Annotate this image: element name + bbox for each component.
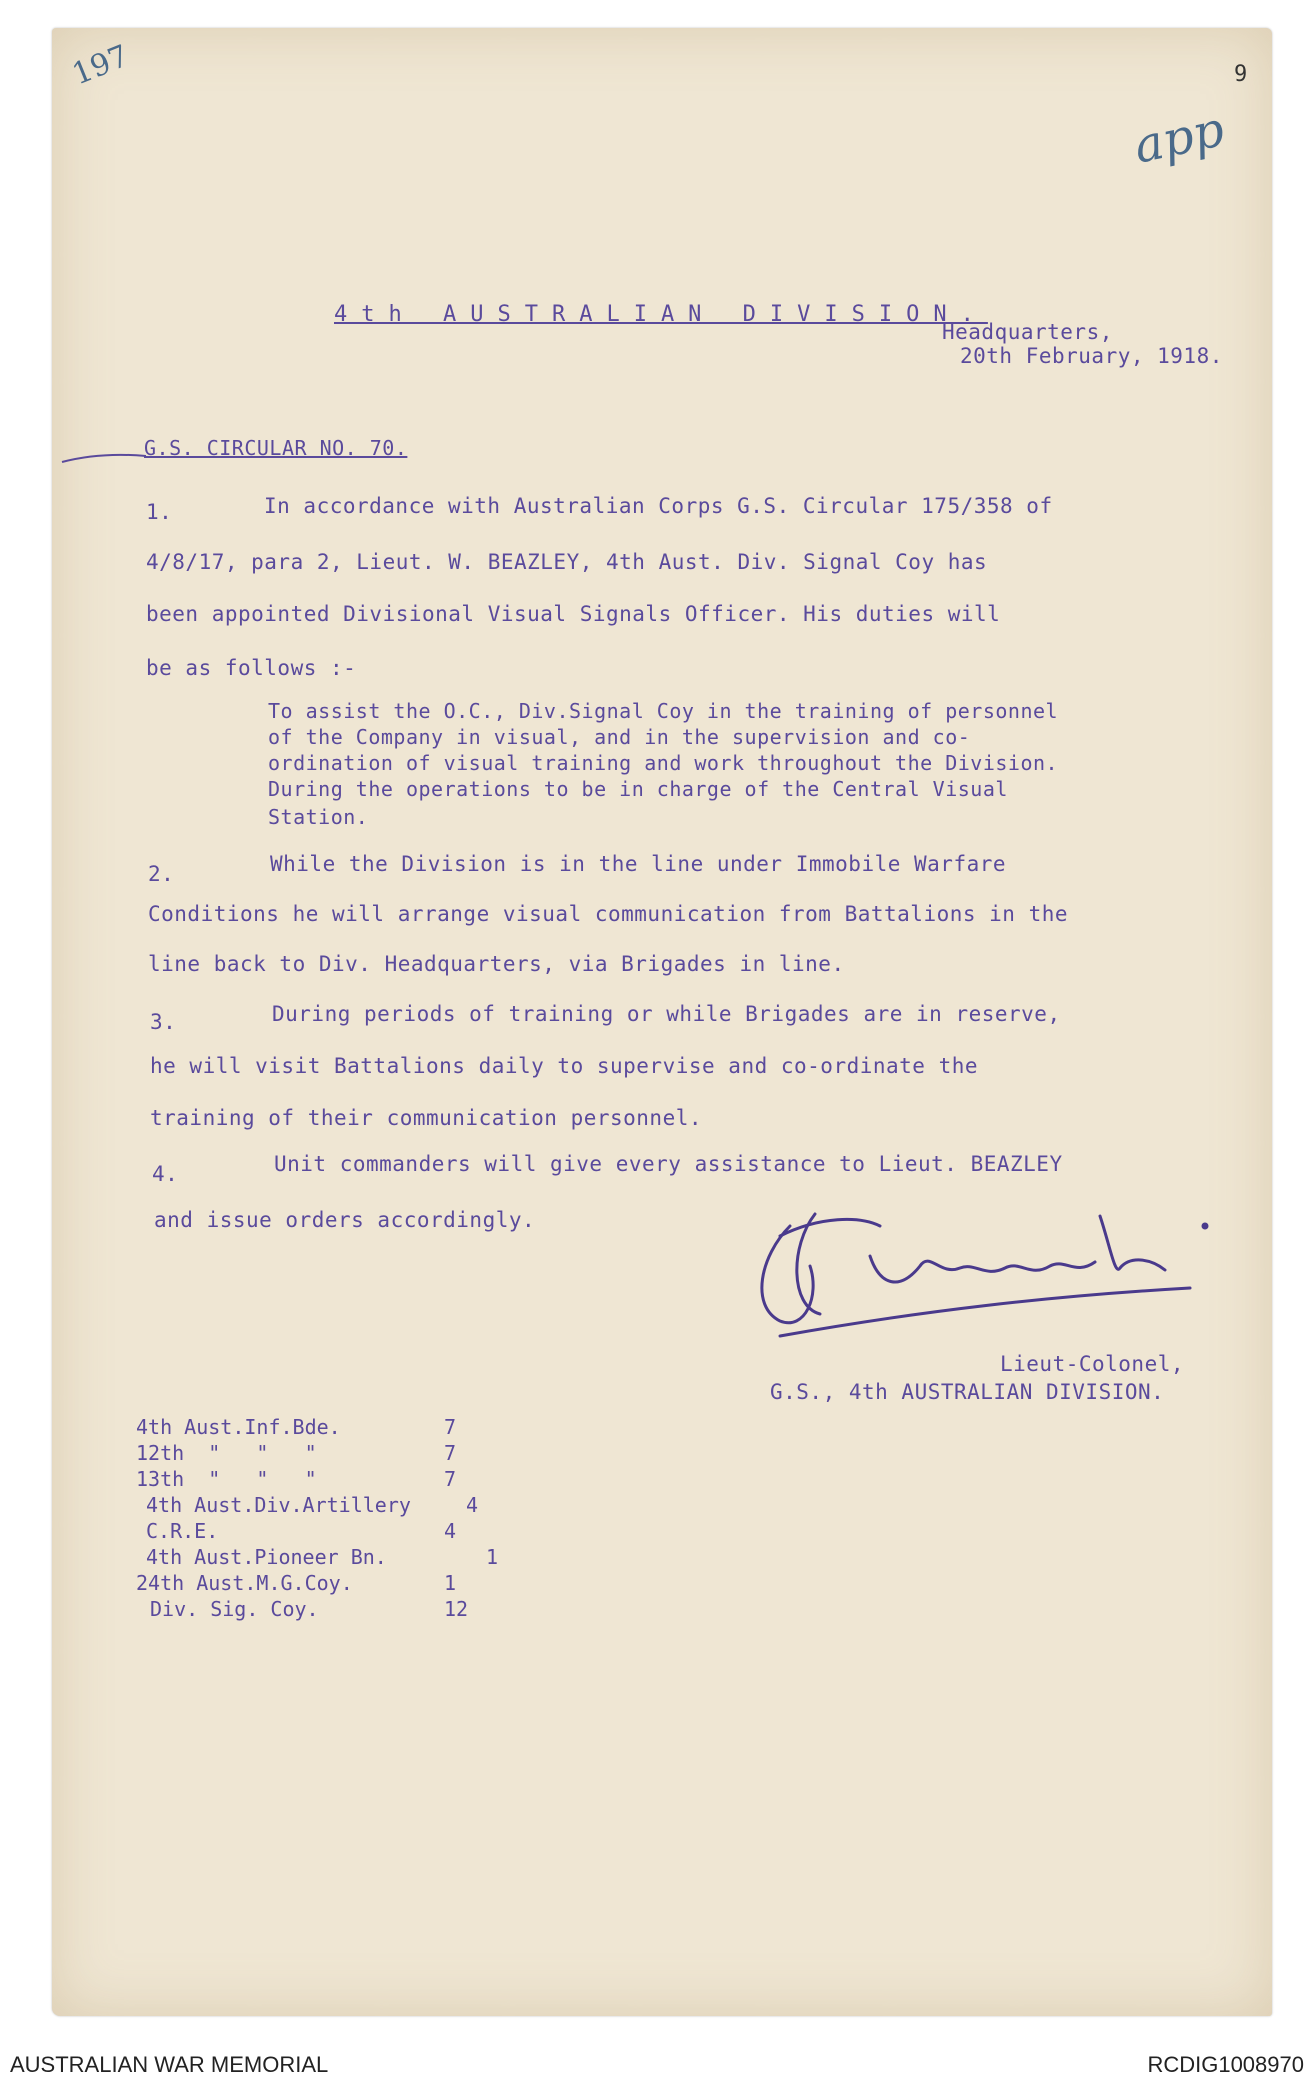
- distribution-copies: 7: [444, 1467, 457, 1491]
- distribution-row: [136, 1492, 498, 1518]
- distribution-copies: 1: [486, 1545, 499, 1569]
- duties-line: ordination of visual training and work throughout the Division.: [268, 751, 1059, 775]
- distribution-copies: 4: [444, 1519, 457, 1543]
- paragraph-line: training of their communication personnel.: [150, 1106, 703, 1130]
- footer-institution: AUSTRALIAN WAR MEMORIAL: [10, 2052, 329, 2077]
- distribution-unit: 4th Aust.Div.Artillery: [146, 1493, 411, 1517]
- paragraph-line: Conditions he will arrange visual communication from Battalions in the: [148, 902, 1069, 926]
- headquarters-label: Headquarters,: [942, 320, 1113, 344]
- distribution-copies: 4: [466, 1493, 479, 1517]
- handwritten-signature: [720, 1196, 1220, 1346]
- paragraph-number: 3.: [150, 1010, 177, 1034]
- duties-line: of the Company in visual, and in the supervision and co-: [268, 725, 971, 749]
- paragraph-line: Unit commanders will give every assistance to Lieut. BEAZLEY: [274, 1152, 1063, 1176]
- document-date: 20th February, 1918.: [960, 344, 1223, 368]
- paragraph-line: be as follows :-: [146, 656, 357, 680]
- distribution-unit: 4th Aust.Pioneer Bn.: [146, 1545, 387, 1569]
- signatory-rank: Lieut-Colonel,: [1000, 1352, 1185, 1376]
- distribution-copies: 7: [444, 1441, 457, 1465]
- distribution-row: [136, 1570, 498, 1596]
- distribution-unit: C.R.E.: [146, 1519, 219, 1543]
- distribution-unit: Div. Sig. Coy.: [150, 1597, 319, 1621]
- paragraph-number: 4.: [152, 1162, 179, 1186]
- paragraph-line: he will visit Battalions daily to supervise and co-ordinate the: [150, 1054, 979, 1078]
- paragraph-number: 1.: [146, 500, 173, 524]
- paragraph-line: and issue orders accordingly.: [154, 1208, 536, 1232]
- distribution-unit: 13th " " ": [136, 1467, 317, 1491]
- distribution-unit: 12th " " ": [136, 1441, 317, 1465]
- distribution-unit: 4th Aust.Inf.Bde.: [136, 1415, 341, 1439]
- paragraph-line: In accordance with Australian Corps G.S. Circular 175/358 of: [264, 494, 1053, 518]
- distribution-copies: 12: [444, 1597, 469, 1621]
- distribution-row: [136, 1596, 498, 1622]
- distribution-row: [136, 1544, 498, 1570]
- circular-pen-stroke: [60, 440, 150, 470]
- duties-line: During the operations to be in charge of the Central Visual: [268, 777, 1008, 801]
- circular-number: G.S. CIRCULAR NO. 70.: [144, 436, 408, 460]
- paragraph-number: 2.: [148, 862, 175, 886]
- division-title: 4th AUSTRALIAN DIVISION.: [334, 302, 988, 327]
- duties-line: Station.: [268, 805, 369, 829]
- paragraph-line: 4/8/17, para 2, Lieut. W. BEAZLEY, 4th Aust. Div. Signal Coy has: [146, 550, 988, 574]
- paragraph-line: line back to Div. Headquarters, via Brigades in line.: [148, 952, 845, 976]
- paragraph-line: During periods of training or while Brigades are in reserve,: [272, 1002, 1061, 1026]
- distribution-row: [136, 1466, 498, 1492]
- distribution-copies: 7: [444, 1415, 457, 1439]
- signatory-appointment: G.S., 4th AUSTRALIAN DIVISION.: [770, 1380, 1165, 1404]
- distribution-list: [136, 1414, 498, 1622]
- page-number: 9: [1234, 62, 1248, 87]
- distribution-row: [136, 1440, 498, 1466]
- distribution-unit: 24th Aust.M.G.Coy.: [136, 1571, 353, 1595]
- paragraph-line: been appointed Divisional Visual Signals Officer. His duties will: [146, 602, 1001, 626]
- distribution-copies: 1: [444, 1571, 457, 1595]
- footer-record-id: RCDIG1008970: [1147, 2052, 1304, 2077]
- distribution-row: [136, 1518, 498, 1544]
- folio-number: 197: [67, 38, 134, 93]
- distribution-row: [136, 1414, 498, 1440]
- paragraph-line: While the Division is in the line under Immobile Warfare: [270, 852, 1007, 876]
- margin-annotation: app: [1129, 101, 1229, 175]
- duties-line: To assist the O.C., Div.Signal Coy in the training of personnel: [268, 699, 1059, 723]
